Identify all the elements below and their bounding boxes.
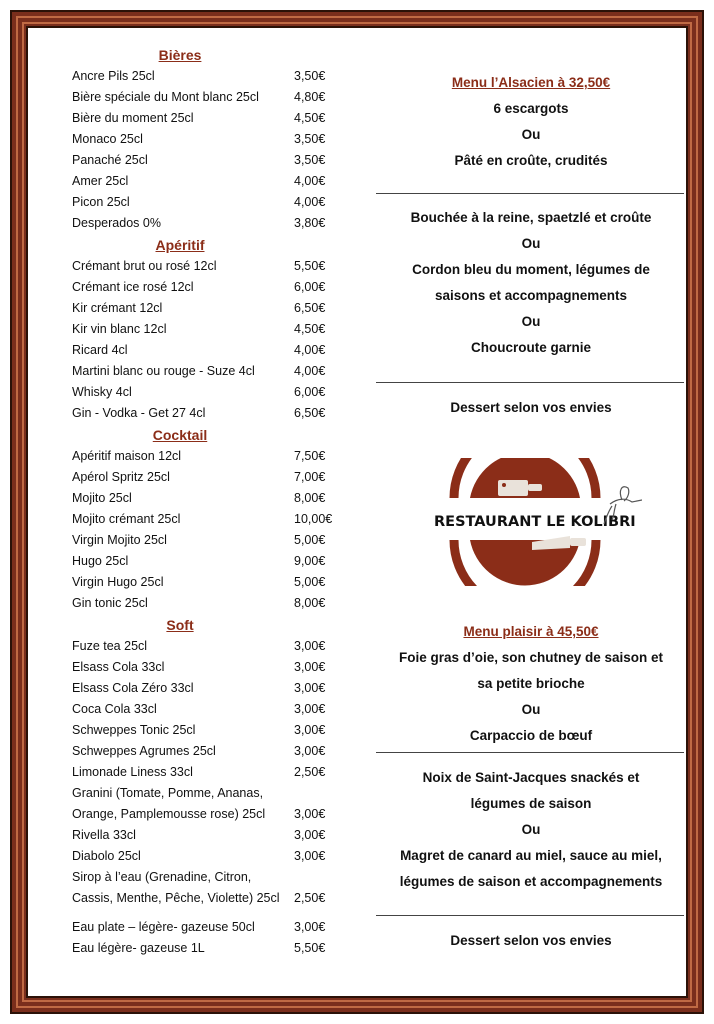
item-name: Crémant brut ou rosé 12cl <box>72 259 217 273</box>
item-name: Apéritif maison 12cl <box>72 449 182 463</box>
menu-item-row <box>72 382 352 403</box>
menu-plaisir <box>376 619 686 749</box>
item-price: 3,00€ <box>294 828 326 842</box>
knife-icon <box>532 536 586 550</box>
item-name: Panaché 25cl <box>72 153 148 167</box>
menu-item-row <box>72 825 352 846</box>
item-name: Crémant ice rosé 12cl <box>72 280 194 294</box>
item-name: Bière du moment 25cl <box>72 111 194 125</box>
menu-alsacien-title: Menu l’Alsacien à 32,50€ <box>451 75 611 90</box>
menu-item-row <box>72 192 352 213</box>
menu-line: Dessert selon vos envies <box>450 933 612 948</box>
menu-item-row <box>72 319 352 340</box>
item-name: Martini blanc ou rouge - Suze 4cl <box>72 364 255 378</box>
item-price: 4,00€ <box>294 364 326 378</box>
menu-item-row <box>72 530 352 551</box>
divider <box>376 382 684 383</box>
menu-line: Ou <box>521 822 541 837</box>
beers-title: Bières <box>158 47 202 63</box>
menu-line: 6 escargots <box>493 101 569 116</box>
menu-line: Magret de canard au miel, sauce au miel, <box>400 848 662 863</box>
divider <box>376 193 684 194</box>
item-name: Gin tonic 25cl <box>72 596 148 610</box>
item-name: Schweppes Tonic 25cl <box>72 723 196 737</box>
item-name: Bière spéciale du Mont blanc 25cl <box>72 90 259 104</box>
menu-item-row <box>72 509 352 530</box>
item-price: 3,00€ <box>294 849 326 863</box>
item-price: 7,00€ <box>294 470 326 484</box>
item-name: Granini (Tomate, Pomme, Ananas, Orange, Pamplemousse rose) 25cl <box>72 786 266 821</box>
menu-item-row <box>72 636 352 657</box>
menu-line: sa petite brioche <box>477 676 585 691</box>
menu-plaisir-mains <box>376 765 686 895</box>
menu-item-row <box>72 361 352 382</box>
menu-item-row <box>72 678 352 699</box>
item-name: Hugo 25cl <box>72 554 129 568</box>
menu-item-row <box>72 762 352 783</box>
menu-plaisir-dessert <box>376 928 686 954</box>
menu-alsacien-mains <box>376 205 686 361</box>
menu-item-row <box>72 66 352 87</box>
item-name: Kir crémant 12cl <box>72 301 163 315</box>
menu-plaisir-title: Menu plaisir à 45,50€ <box>463 624 599 639</box>
menu-item-row <box>72 171 352 192</box>
item-name: Picon 25cl <box>72 195 130 209</box>
item-name: Amer 25cl <box>72 174 129 188</box>
item-name: Virgin Hugo 25cl <box>72 575 164 589</box>
menu-line: Bouchée à la reine, spaetzlé et croûte <box>410 210 652 225</box>
aperitif-title: Apéritif <box>155 237 205 253</box>
logo-text: RESTAURANT LE KOLIBRI <box>434 514 636 530</box>
item-price: 8,00€ <box>294 596 326 610</box>
menu-line: Ou <box>521 127 541 142</box>
item-price: 3,00€ <box>294 723 326 737</box>
item-price: 5,50€ <box>294 259 326 273</box>
menu-item-row <box>72 213 352 234</box>
item-price: 3,50€ <box>294 153 326 167</box>
menu-alsacien <box>376 70 686 174</box>
menu-line: Foie gras d’oie, son chutney de saison et <box>398 650 664 665</box>
soft-title: Soft <box>166 617 194 633</box>
item-name: Eau légère- gazeuse 1L <box>72 941 205 955</box>
item-price: 4,80€ <box>294 90 326 104</box>
menu-item-row <box>72 403 352 424</box>
item-price: 3,00€ <box>294 681 326 695</box>
menu-item-row <box>72 108 352 129</box>
menu-item-row <box>72 846 352 867</box>
menu-line: Choucroute garnie <box>470 340 591 355</box>
item-price: 4,00€ <box>294 174 326 188</box>
menu-item-row <box>72 551 352 572</box>
menu-item-row <box>72 298 352 319</box>
item-price: 3,00€ <box>294 660 326 674</box>
item-name: Elsass Cola Zéro 33cl <box>72 681 194 695</box>
item-price: 3,50€ <box>294 69 326 83</box>
menu-item-row <box>72 150 352 171</box>
soft-list <box>72 636 352 909</box>
item-name: Mojito 25cl <box>72 491 132 505</box>
item-price: 5,50€ <box>294 941 326 955</box>
item-price: 4,00€ <box>294 343 326 357</box>
menu-item-row <box>72 277 352 298</box>
menu-line: Carpaccio de bœuf <box>469 728 593 743</box>
menu-item-row <box>72 938 352 959</box>
item-price: 3,00€ <box>294 920 326 934</box>
item-price: 3,00€ <box>294 702 326 716</box>
aperitif-list <box>72 256 352 424</box>
menu-item-row <box>72 572 352 593</box>
item-name: Mojito crémant 25cl <box>72 512 181 526</box>
menu-item-row <box>72 467 352 488</box>
beers-list <box>72 66 352 234</box>
cocktail-list <box>72 446 352 614</box>
item-name: Limonade Liness 33cl <box>72 765 193 779</box>
item-price: 5,00€ <box>294 575 326 589</box>
item-name: Apérol Spritz 25cl <box>72 470 170 484</box>
item-name: Diabolo 25cl <box>72 849 141 863</box>
item-name: Coca Cola 33cl <box>72 702 157 716</box>
item-price: 3,80€ <box>294 216 326 230</box>
item-price: 3,00€ <box>294 639 326 653</box>
item-name: Whisky 4cl <box>72 385 132 399</box>
divider <box>376 752 684 753</box>
menu-item-row <box>72 657 352 678</box>
menu-item-row <box>72 446 352 467</box>
item-name: Eau plate – légère- gazeuse 50cl <box>72 920 255 934</box>
menu-line: Dessert selon vos envies <box>450 400 612 415</box>
item-price: 2,50€ <box>294 765 326 779</box>
restaurant-logo <box>432 458 642 586</box>
menu-item-row <box>72 783 352 825</box>
menu-line: Pâté en croûte, crudités <box>454 153 608 168</box>
item-name: Kir vin blanc 12cl <box>72 322 167 336</box>
item-price: 3,00€ <box>294 744 326 758</box>
menu-line: Ou <box>521 702 541 717</box>
menu-item-row <box>72 867 352 909</box>
menu-item-row <box>72 593 352 614</box>
menu-item-row <box>72 87 352 108</box>
item-price: 3,00€ <box>294 807 326 821</box>
menu-item-row <box>72 256 352 277</box>
item-price: 10,00€ <box>294 512 333 526</box>
item-name: Desperados 0% <box>72 216 161 230</box>
menu-line: saisons et accompagnements <box>434 288 628 303</box>
item-price: 6,50€ <box>294 301 326 315</box>
item-name: Rivella 33cl <box>72 828 136 842</box>
item-name: Ricard 4cl <box>72 343 128 357</box>
item-price: 6,00€ <box>294 385 326 399</box>
item-price: 4,50€ <box>294 111 326 125</box>
item-price: 4,00€ <box>294 195 326 209</box>
item-price: 9,00€ <box>294 554 326 568</box>
menu-item-row <box>72 699 352 720</box>
menu-line: Cordon bleu du moment, légumes de <box>412 262 650 277</box>
menu-line: Noix de Saint-Jacques snackés et <box>422 770 640 785</box>
menu-line: légumes de saison et accompagnements <box>399 874 663 889</box>
item-price: 2,50€ <box>294 891 326 905</box>
item-price: 4,50€ <box>294 322 326 336</box>
drinks-column <box>72 44 352 959</box>
menu-alsacien-dessert <box>376 395 686 421</box>
item-price: 6,00€ <box>294 280 326 294</box>
menu-item-row <box>72 917 352 938</box>
cocktail-title: Cocktail <box>152 427 208 443</box>
menu-line: Ou <box>521 236 541 251</box>
item-name: Schweppes Agrumes 25cl <box>72 744 216 758</box>
item-name: Elsass Cola 33cl <box>72 660 165 674</box>
menu-line: légumes de saison <box>470 796 592 811</box>
item-price: 5,00€ <box>294 533 326 547</box>
menu-line: Ou <box>521 314 541 329</box>
item-price: 8,00€ <box>294 491 326 505</box>
divider <box>376 915 684 916</box>
menu-item-row <box>72 741 352 762</box>
menu-item-row <box>72 720 352 741</box>
item-name: Sirop à l’eau (Grenadine, Citron, Cassis, Menthe, Pêche, Violette) 25cl <box>72 870 280 905</box>
item-name: Monaco 25cl <box>72 132 143 146</box>
item-name: Gin - Vodka - Get 27 4cl <box>72 406 206 420</box>
menu-item-row <box>72 488 352 509</box>
item-price: 7,50€ <box>294 449 326 463</box>
item-price: 6,50€ <box>294 406 326 420</box>
item-name: Virgin Mojito 25cl <box>72 533 167 547</box>
item-name: Ancre Pils 25cl <box>72 69 155 83</box>
item-price: 3,50€ <box>294 132 326 146</box>
menu-item-row <box>72 129 352 150</box>
water-list <box>72 917 352 959</box>
item-name: Fuze tea 25cl <box>72 639 148 653</box>
menu-item-row <box>72 340 352 361</box>
